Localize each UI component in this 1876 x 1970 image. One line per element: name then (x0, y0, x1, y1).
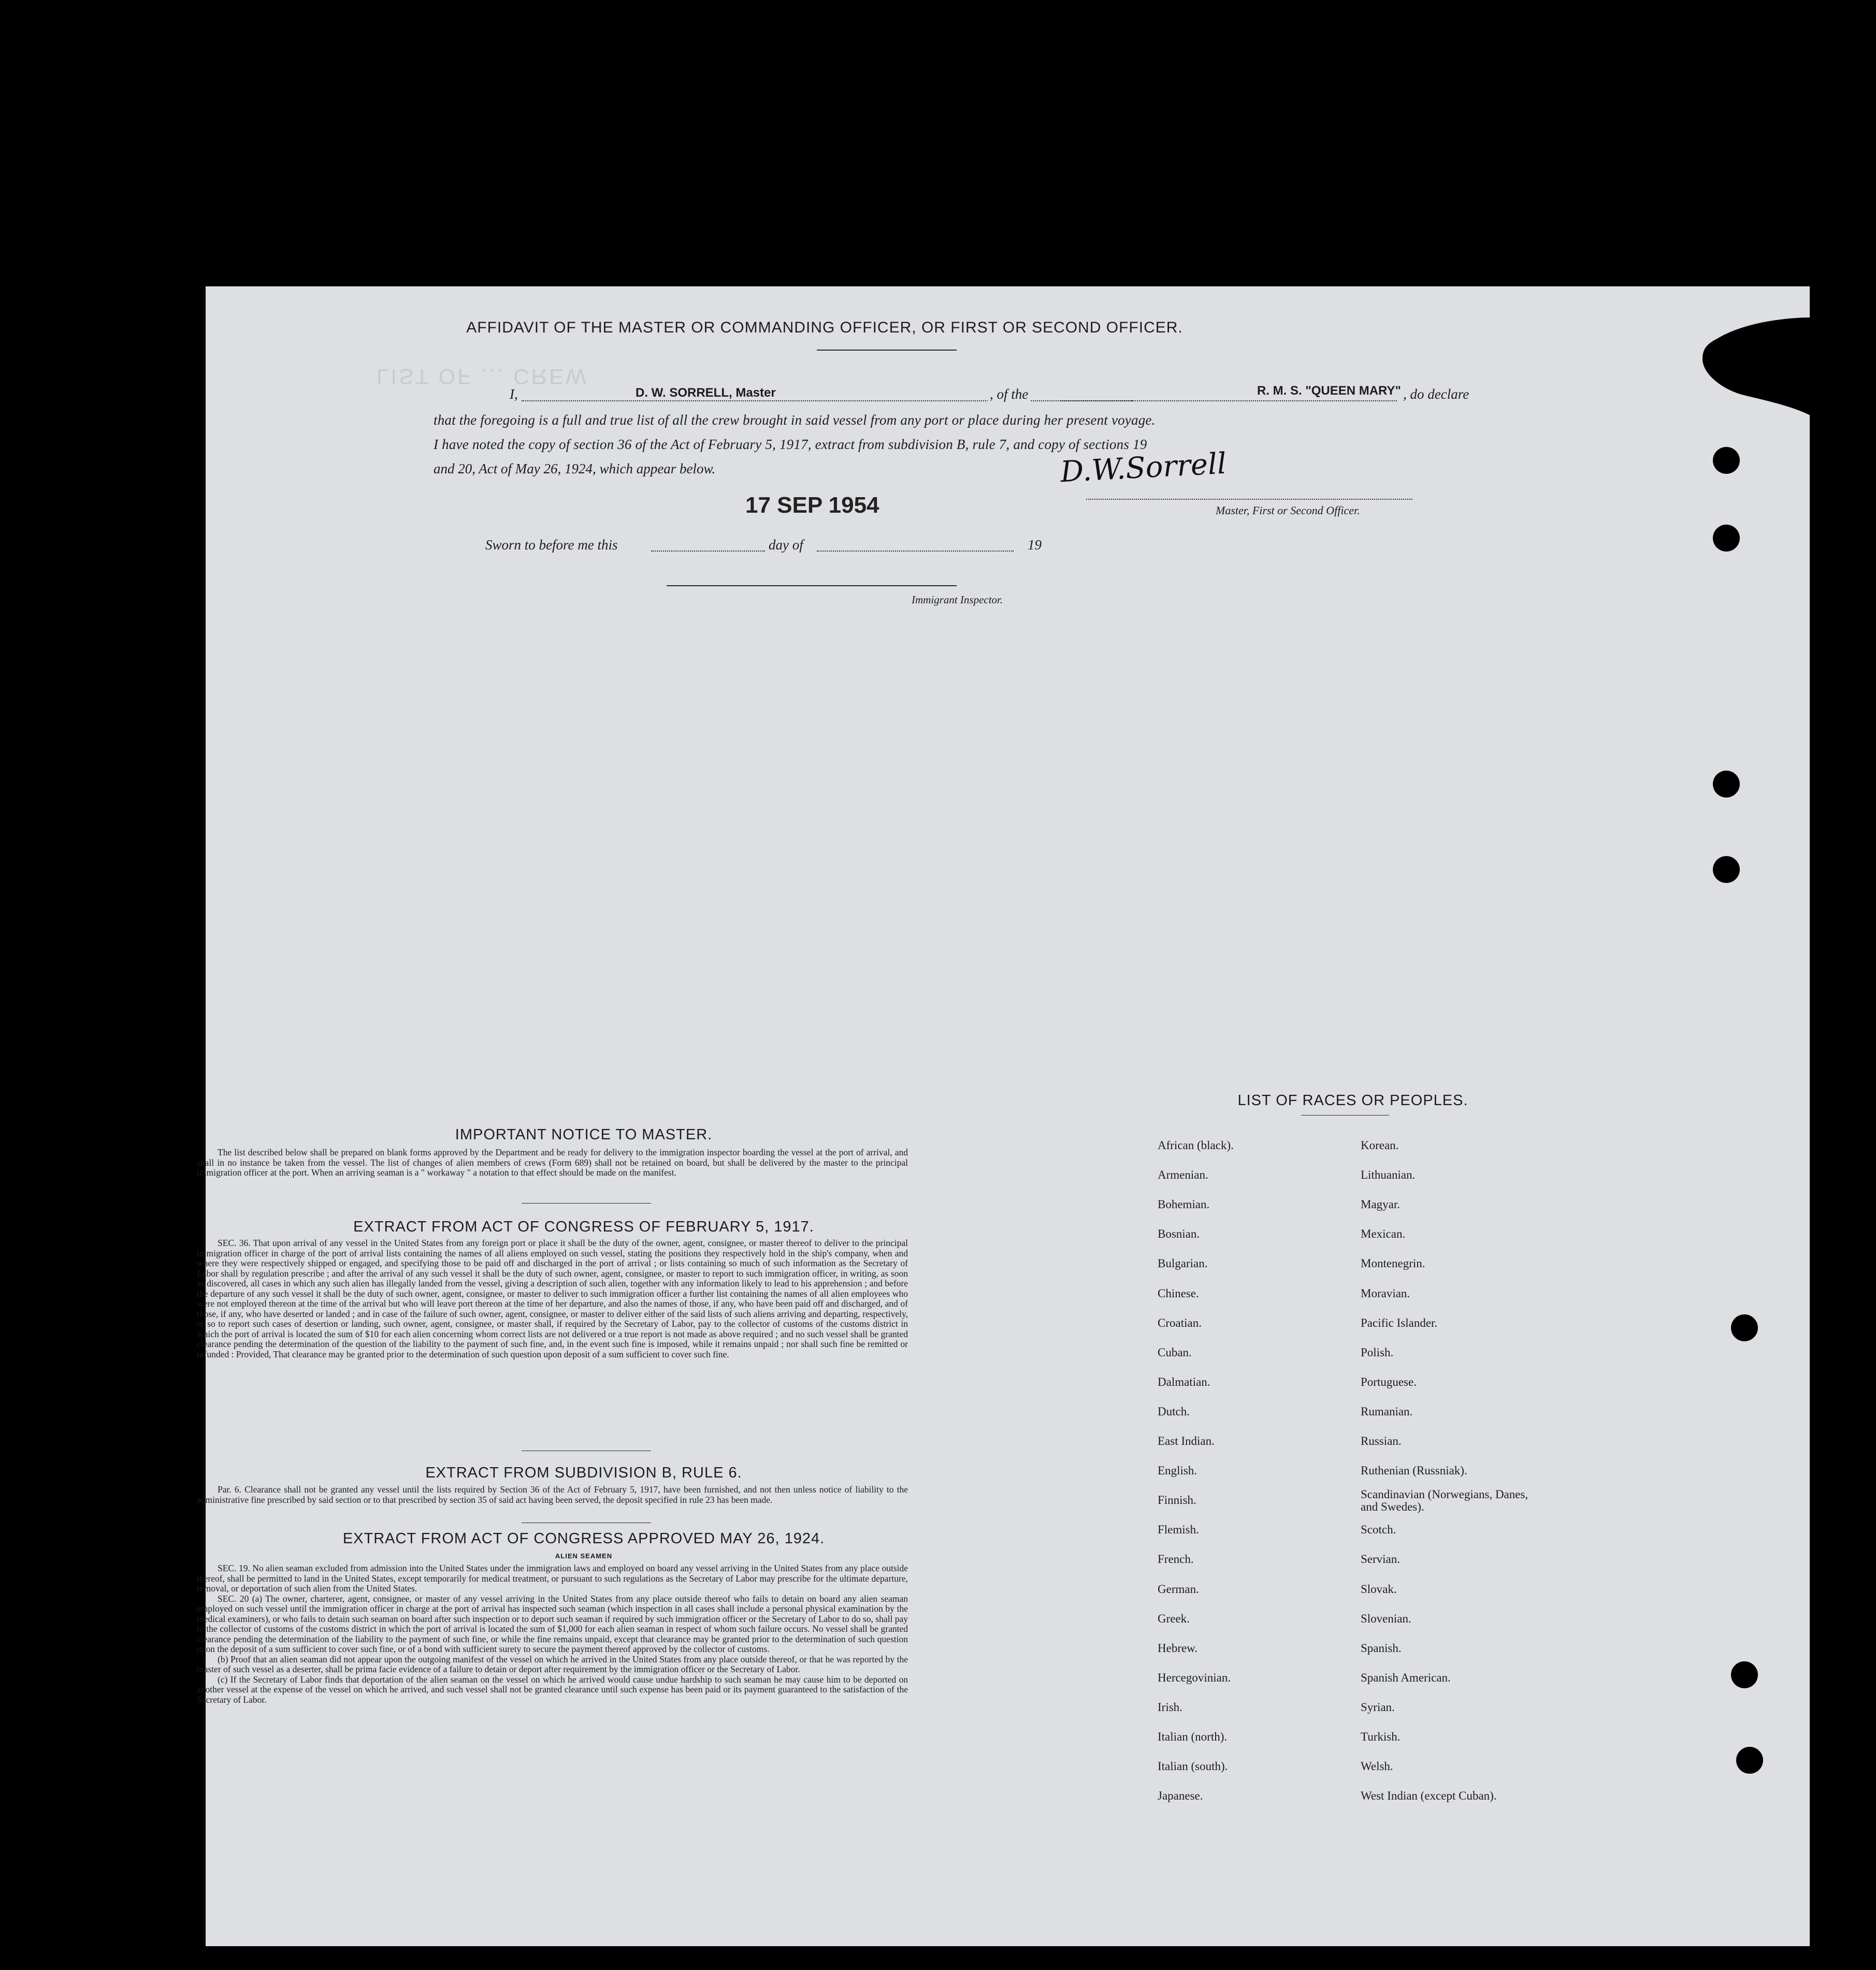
race-item: Slovak. (1361, 1582, 1397, 1596)
race-item: Syrian. (1361, 1700, 1395, 1714)
master-name-field: D. W. SORRELL, Master (636, 386, 776, 400)
rule6-paragraph: Par. 6. Clearance shall not be granted any vessel until the lists required by Section 36 of the Act of February 5, 1917, have been furnished, and not then unless notice of liability to the administrative fine prescribed by said section or to that prescribed by section 35 of said act having been served, the deposit specified in rule 23 has been made. (197, 1484, 908, 1505)
notice-paragraph: The list described below shall be prepared on blank forms approved by the Department and be ready for delivery to the immigration inspector boarding the vessel at the port of arrival, and shall in no instance be taken from the vessel. The list of changes of alien members of crews (Form 689) shall not be retained on board, but shall be delivered by the master to the principal immigration officer at the port. When an arriving seaman is a " workaway " a notation to that effect should be made on the manifest. (197, 1147, 908, 1178)
punch-hole (1736, 1747, 1763, 1774)
race-item: Portuguese. (1361, 1375, 1417, 1388)
race-item: Rumanian. (1361, 1404, 1413, 1418)
title-underline (817, 350, 957, 351)
race-item: Bohemian. (1158, 1198, 1210, 1211)
race-item: Bosnian. (1158, 1227, 1200, 1241)
race-item: Finnish. (1158, 1494, 1196, 1507)
sec20c-paragraph: (c) If the Secretary of Labor finds that deportation of the alien seaman on the vessel on which he arrived would cause undue hardship to such seaman he may cause him to be deported on another vessel at the expense of the vessel on which he arrived, and such vessel shall not be granted clearance until such expense has been paid or its payment guaranteed to the satisfaction of the Secretary of Labor. (197, 1674, 908, 1705)
race-item: Ruthenian (Russniak). (1361, 1464, 1467, 1478)
extract-1924-body (197, 1563, 908, 1705)
race-item: Croatian. (1158, 1316, 1202, 1329)
date-stamp: 17 SEP 1954 (745, 492, 879, 518)
vessel-name-field: R. M. S. "QUEEN MARY" (1257, 384, 1401, 398)
race-item: Greek. (1158, 1612, 1190, 1625)
punch-hole (1713, 771, 1740, 798)
signature-caption: Master, First or Second Officer. (1216, 504, 1360, 517)
punch-hole (1713, 525, 1740, 552)
punch-hole (1731, 1314, 1758, 1341)
race-item: African (black). (1158, 1139, 1234, 1152)
race-item: Pacific Islander. (1361, 1316, 1438, 1329)
affidavit-line-2: that the foregoing is a full and true list of all the crew brought in said vessel from any port or place during her present voyage. (434, 412, 1156, 428)
races-title-underline (1301, 1115, 1389, 1116)
sec20b-paragraph: (b) Proof that an alien seaman did not appear upon the outgoing manifest of the vessel on which he arrived in the United States from any place outside thereof, or that he was reported by the master of such vessel as a deserter, shall be prima facie evidence of a failure to detain or deport after requirement by the immigration officer or the Secretary of Labor. (197, 1654, 908, 1674)
race-item: East Indian. (1158, 1435, 1215, 1447)
punch-hole (1713, 856, 1740, 883)
sworn-day-fill-line (651, 551, 765, 552)
race-item: Chinese. (1158, 1286, 1199, 1300)
extract-1917-body (197, 1238, 908, 1359)
sworn-year: 19 (1028, 537, 1042, 553)
race-item: Russian. (1361, 1435, 1402, 1447)
affidavit-do-declare: , do declare (1403, 386, 1469, 402)
affidavit-line-3: I have noted the copy of section 36 of the Act of February 5, 1917, extract from subdivision B, rule 7, and copy of sections 19 (434, 437, 1147, 452)
extract-1924-title: EXTRACT FROM ACT OF CONGRESS APPROVED MAY 26, 1924. (342, 1530, 825, 1547)
race-item: English. (1158, 1464, 1197, 1478)
sec19-paragraph: SEC. 19. No alien seaman excluded from admission into the United States under the immigration laws and employed on board any vessel arriving in the United States from any place outside thereof, shall be permitted to land in the United States, except temporarily for medical treatment, or pursuant to such regulations as the Secretary of Labor may prescribe for the ultimate departure, removal, or deportation of such alien from the United States. (197, 1563, 908, 1594)
race-item: Dalmatian. (1158, 1375, 1210, 1388)
master-signature: D.W.Sorrell (1059, 446, 1228, 489)
document-page (197, 286, 1810, 1946)
race-item: Cuban. (1158, 1345, 1192, 1359)
sec20a-paragraph: SEC. 20 (a) The owner, charterer, agent, consignee, or master of any vessel arriving in the United States from any place outside thereof who fails to detain on board any alien seaman employed on such vessel until the immigration officer in charge at the port of arrival has inspected such seaman (which inspection in all cases shall include a personal physical examination by the medical examiners), or who fails to detain such seaman on board after such inspection or to deport such seaman if required by such immigration officer or the Secretary of Labor to do so, shall pay to the collector of customs of the customs district in which the port of arrival is located the sum of $1,000 for each alien seaman in respect of whom such failure occurs. No vessel shall be granted clearance pending the determination of the liability to the payment of such fine, or while the fine remains unpaid, except that clearance may be granted prior to the determination of such question upon the deposit of a sum sufficient to cover such fine, or of a bond with sufficient surety to secure the payment thereof approved by the collector of customs. (197, 1593, 908, 1654)
inspector-signature-line (667, 585, 957, 586)
race-item: Italian (south). (1158, 1760, 1228, 1773)
race-item: Spanish. (1361, 1641, 1402, 1655)
race-item: Servian. (1361, 1553, 1401, 1566)
extract-1917-paragraph: SEC. 36. That upon arrival of any vessel in the United States from any foreign port or place it shall be the duty of the owner, agent, consignee, or master thereof to deliver to the principal immigration officer in charge of the port of arrival lists containing the names of all aliens employed on such vessel, stating the positions they respectively hold in the ship's company, when and where they were respectively shipped or engaged, and specifying those to be paid off and discharged in the port of arrival ; or lists containing so much of such information as the Secretary of Labor shall by regulation prescribe ; and after the arrival of any such vessel it shall be the duty of such owner, agent, consignee, or master to report to such immigration officer, in writing, as soon as discovered, all cases in which any such alien has illegally landed from the vessel, giving a description of such alien, together with any information likely to lead to his apprehension ; and before the departure of any such vessel it shall be the duty of such owner, agent, consignee, or master to deliver to such immigration officer a further list containing the names of all alien employees who were not employed thereon at the time of the arrival but who will leave port thereon at the time of her departure, and also the names of those, if any, who have been paid off and discharged, and of those, if any, who have deserted or landed ; and in case of the failure of such owner, agent, consignee, or master to deliver either of the said lists of such aliens arriving and departing, respectively, or so to report such cases of desertion or landing, such owner, agent, consignee, or master shall, if required by the Secretary of Labor, pay to the collector of customs of the customs district in which the port of arrival is located the sum of $10 for each alien concerning whom correct lists are not delivered or a true report is not made as above required ; and no such vessel shall be granted clearance pending the determination of the question of the liability to the payment of such fine, and, in the event such fine is imposed, while it remains unpaid ; nor shall such fine be remitted or refunded : Provided, That clearance may be granted prior to the determination of such question upon deposit of a sum sufficient to cover such fine. (197, 1238, 908, 1359)
race-item: Hercegovinian. (1158, 1671, 1231, 1684)
race-item: Turkish. (1361, 1730, 1401, 1743)
race-item: Mexican. (1361, 1227, 1406, 1241)
inspector-caption: Immigrant Inspector. (912, 593, 1003, 606)
race-item: Lithuanian. (1361, 1168, 1416, 1182)
race-item: Scandinavian (Norwegians, Danes, and Swedes). (1361, 1488, 1528, 1514)
sworn-month-fill-line (817, 551, 1014, 552)
alien-seamen-subtitle: ALIEN SEAMEN (555, 1552, 613, 1560)
vessel-fill-line (1060, 400, 1397, 401)
race-item: Montenegrin. (1361, 1257, 1425, 1270)
notice-title: IMPORTANT NOTICE TO MASTER. (455, 1126, 713, 1143)
race-item: Welsh. (1361, 1760, 1393, 1773)
race-item: Flemish. (1158, 1523, 1199, 1537)
name-fill-line (522, 400, 1133, 401)
race-item: West Indian (except Cuban). (1361, 1789, 1497, 1803)
rule6-title: EXTRACT FROM SUBDIVISION B, RULE 6. (425, 1465, 742, 1481)
race-item: Bulgarian. (1158, 1257, 1208, 1270)
race-item: Scotch. (1361, 1523, 1396, 1537)
race-item: Armenian. (1158, 1168, 1208, 1182)
race-item: French. (1158, 1553, 1194, 1566)
affidavit-of-the: , of the (988, 386, 1030, 402)
race-item: Japanese. (1158, 1789, 1203, 1803)
race-item: Moravian. (1361, 1286, 1410, 1300)
punch-hole (1713, 447, 1740, 474)
affidavit-i: I, (510, 386, 518, 402)
notice-body (197, 1148, 908, 1178)
extract-1917-title: EXTRACT FROM ACT OF CONGRESS OF FEBRUARY 5, 1917. (353, 1219, 814, 1235)
race-item: Spanish American. (1361, 1671, 1451, 1684)
bleed-through-text: LIST OF ... CREW (377, 365, 588, 389)
race-item: Magyar. (1361, 1198, 1401, 1211)
race-item: Slovenian. (1361, 1612, 1411, 1625)
torn-corner-shape (1687, 317, 1811, 416)
race-item: Polish. (1361, 1345, 1394, 1359)
race-item: German. (1158, 1582, 1199, 1596)
race-item: Hebrew. (1158, 1641, 1198, 1655)
punch-hole (1731, 1661, 1758, 1688)
race-item: Korean. (1361, 1139, 1399, 1152)
race-item: Dutch. (1158, 1404, 1190, 1418)
signature-fill-line (1086, 499, 1412, 500)
sworn-day-of: day of (769, 537, 803, 553)
sworn-prefix: Sworn to before me this (485, 537, 618, 553)
rule6-body (197, 1485, 908, 1505)
section-divider (522, 1203, 651, 1204)
affidavit-title: AFFIDAVIT OF THE MASTER OR COMMANDING OFFICER, OR FIRST OR SECOND OFFICER. (466, 319, 1183, 336)
race-item: Irish. (1158, 1700, 1182, 1714)
races-title: LIST OF RACES OR PEOPLES. (1237, 1092, 1468, 1109)
affidavit-line-4: and 20, Act of May 26, 1924, which appear below. (434, 461, 716, 476)
race-item: Italian (north). (1158, 1730, 1228, 1743)
